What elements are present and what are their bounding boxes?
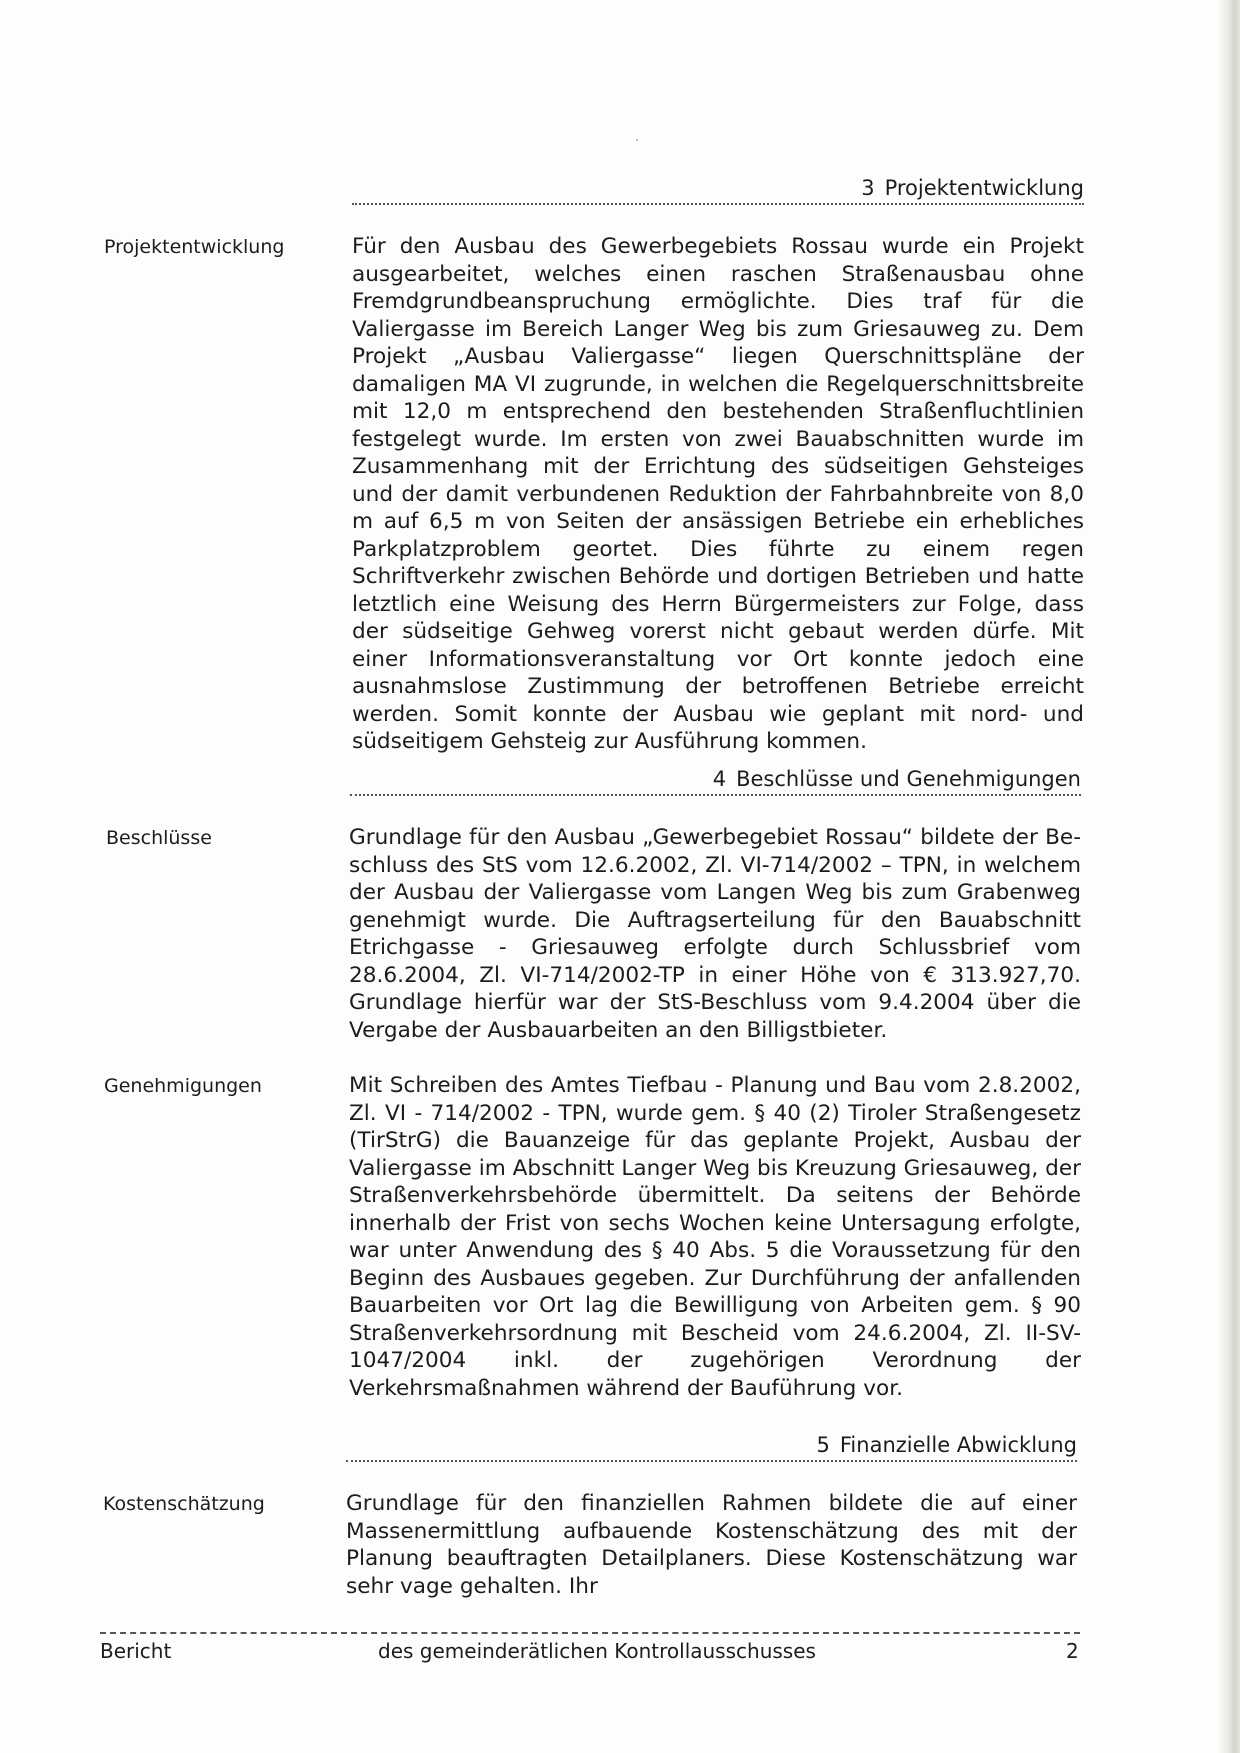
footer-center-text: des gemeinderätlichen Kontrollausschusses xyxy=(378,1639,816,1663)
section-title: Beschlüsse und Genehmigungen xyxy=(736,767,1081,791)
page-number: 2 xyxy=(1066,1639,1079,1663)
scan-edge-shadow xyxy=(1218,0,1240,1753)
paragraph-projektentwicklung: Für den Ausbau des Gewerbegebiets Rossau wurde ein Projekt ausgearbeitet, welches einen raschen Straßenausbau ohne Fremdgrundbeanspruchung ermöglichte. Dies traf für die Valiergasse im Bereich Langer Weg bis zum Griesauweg zu. Dem Projekt „Ausbau Valiergasse“ liegen Querschnittspläne der damaligen MA VI zugrunde, in welchen die Regelquerschnittsbreite mit 12,0 m entsprechend den bestehenden Straßenfluchtlinien festgelegt wurde. Im ersten von zwei Bauabschnitten wurde im Zusammenhang mit der Errichtung des südseitigen Gehsteiges und der damit verbundenen Reduktion der Fahrbahnbreite von 8,0 m auf 6,5 m von Seiten der ansässigen Betriebe ein erhebliches Parkplatzproblem geortet. Dies führte zu einem regen Schriftverkehr zwischen Behörde und dortigen Betrieben und hatte letztlich eine Weisung des Herrn Bürgermeisters zur Folge, dass der südseitige Gehweg vorerst nicht gebaut werden dürfe. Mit einer Informationsveranstaltung vor Ort konnte jedoch eine ausnahmslose Zustimmung der betroffenen Betriebe erreicht werden. Somit konnte der Ausbau wie geplant mit nord- und südseitigem Gehsteig zur Ausführung kommen. xyxy=(352,234,1084,754)
margin-label-beschluesse: Beschlüsse xyxy=(106,827,212,849)
margin-label-genehmigungen: Genehmigungen xyxy=(104,1075,262,1097)
section-number: 5 xyxy=(816,1433,830,1457)
margin-label-kostenschaetzung: Kostenschätzung xyxy=(103,1493,265,1515)
paragraph-beschluesse: Grundlage für den Ausbau „Gewerbegebiet Rossau“ bildete der Beschluss des StS vom 12.6.2002, Zl. VI-714/2002 – TPN, in welchem der Ausbau der Valiergasse vom Langen Weg bis zum Grabenweg genehmigt wurde. Die Auftragserteilung für den Bauabschnitt Etrichgasse - Griesauweg erfolgte durch Schlussbrief vom 28.6.2004, Zl. VI-714/2002-TP in einer Höhe von € 313.927,70. Grundlage hierfür war der StS-Beschluss vom 9.4.2004 über die Vergabe der Ausbauarbeiten an den Billigstbieter. xyxy=(349,825,1081,1043)
section-number: 3 xyxy=(861,176,875,200)
section-title: Finanzielle Abwicklung xyxy=(839,1433,1077,1457)
margin-label-projektentwicklung: Projektentwicklung xyxy=(104,236,285,258)
paragraph-kostenschaetzung: Grundlage für den finanziellen Rahmen bildete die auf einer Massenermittlung aufbauende Kostenschätzung des mit der Planung beauftragten Detailplaners. Diese Kostenschätzung war sehr vage gehalten. Ihr xyxy=(346,1491,1077,1599)
footer-left-text: Bericht xyxy=(100,1639,172,1663)
section-title: Projektentwicklung xyxy=(884,176,1084,200)
section-heading-5 xyxy=(346,1432,1077,1462)
footer-divider xyxy=(100,1632,1080,1634)
scan-speck xyxy=(636,139,638,141)
section-heading-3 xyxy=(352,175,1084,205)
section-number: 4 xyxy=(712,767,727,791)
section-heading-4 xyxy=(350,766,1081,796)
paragraph-genehmigungen: Mit Schreiben des Amtes Tiefbau - Planung und Bau vom 2.8.2002, Zl. VI - 714/2002 - TPN, wurde gem. § 40 (2) Tiroler Straßengesetz (TirStrG) die Bauanzeige für das geplante Projekt, Ausbau der Valiergasse im Abschnitt Langer Weg bis Kreuzung Griesauweg, der Straßenverkehrsbehörde übermittelt. Da seitens der Behörde innerhalb der Frist von sechs Wochen keine Untersagung erfolgte, war unter Anwendung des § 40 Abs. 5 die Voraussetzung für den Beginn des Ausbaues gegeben. Zur Durchführung der anfallenden Bauarbeiten vor Ort lag die Bewilligung von Arbeiten gem. § 90 Straßenverkehrsordnung mit Bescheid vom 24.6.2004, Zl. II-SV-1047/2004 inkl. der zugehörigen Verordnung der Verkehrsmaßnahmen während der Bauführung vor. xyxy=(349,1073,1081,1401)
